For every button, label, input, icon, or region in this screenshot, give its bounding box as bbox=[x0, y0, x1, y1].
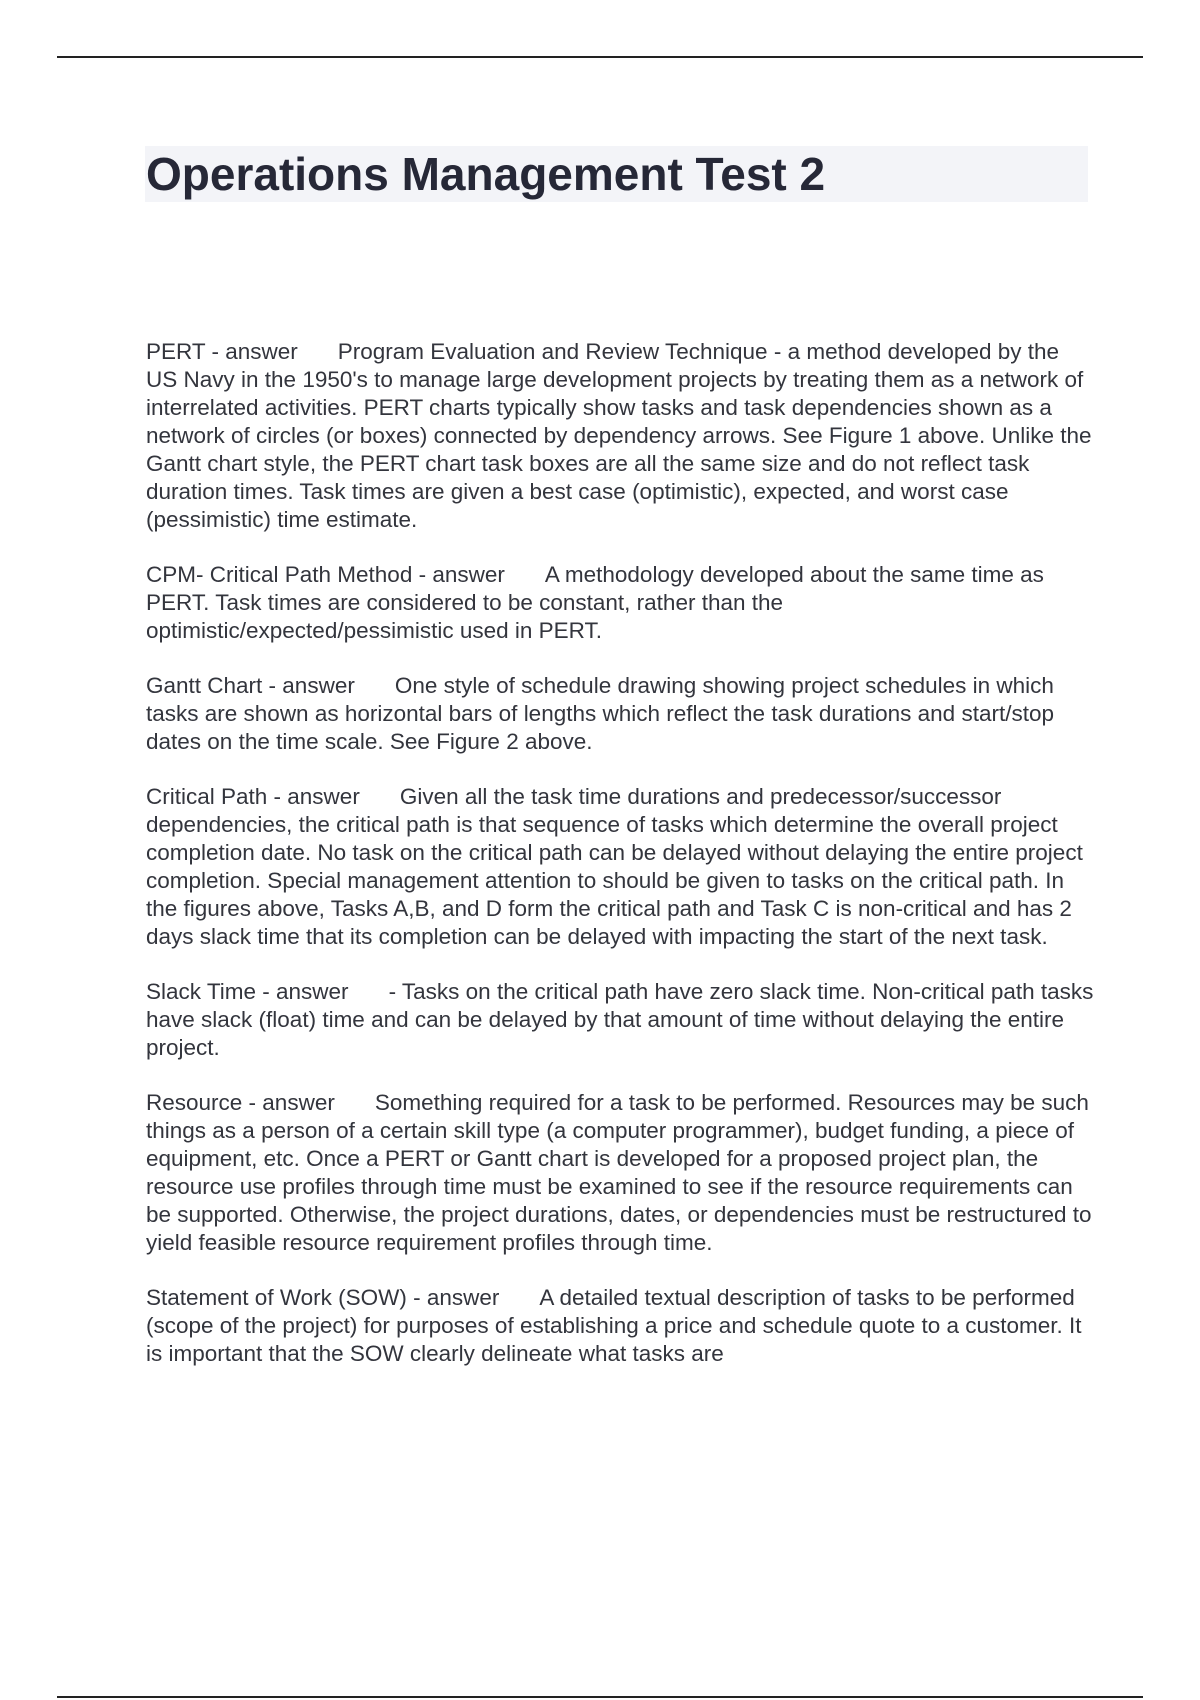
entry-term: Resource - answer bbox=[146, 1090, 335, 1115]
bottom-rule bbox=[57, 1696, 1143, 1698]
entry-definition: - Tasks on the critical path have zero slack time. Non-critical path tasks have slack (float) time and can be delayed by that amount of time without delaying the entire project. bbox=[146, 979, 1094, 1060]
entry-definition: A methodology developed about the same time as PERT. Task times are considered to be constant, rather than the optimistic/expected/pessimistic used in PERT. bbox=[146, 562, 1044, 643]
entry-definition: Something required for a task to be performed. Resources may be such things as a person of a certain skill type (a computer programmer), budget funding, a piece of equipment, etc. Once a PERT or Gantt chart is developed for a proposed project plan, the resource use profiles through time must be examined to see if the resource requirements can be supported. Otherwise, the project durations, dates, or dependencies must be restructured to yield feasible resource requirement profiles through time. bbox=[146, 1090, 1092, 1255]
flashcard-entry bbox=[146, 783, 1096, 951]
entry-term: Statement of Work (SOW) - answer bbox=[146, 1285, 500, 1310]
flashcard-entry bbox=[146, 978, 1096, 1062]
flashcard-list bbox=[146, 338, 1096, 1395]
entry-term: PERT - answer bbox=[146, 339, 298, 364]
flashcard-entry bbox=[146, 1284, 1096, 1368]
entry-definition: Program Evaluation and Review Technique - a method developed by the US Navy in the 1950's to manage large development projects by treating them as a network of interrelated activities. PERT charts typically show tasks and task dependencies shown as a network of circles (or boxes) connected by dependency arrows. See Figure 1 above. Unlike the Gantt chart style, the PERT chart task boxes are all the same size and do not reflect task duration times. Task times are given a best case (optimistic), expected, and worst case (pessimistic) time estimate. bbox=[146, 339, 1092, 532]
flashcard-entry bbox=[146, 1089, 1096, 1257]
flashcard-entry bbox=[146, 672, 1096, 756]
flashcard-entry bbox=[146, 561, 1096, 645]
entry-term: CPM- Critical Path Method - answer bbox=[146, 562, 505, 587]
flashcard-entry bbox=[146, 338, 1096, 534]
entry-definition: One style of schedule drawing showing project schedules in which tasks are shown as horizontal bars of lengths which reflect the task durations and start/stop dates on the time scale. See Figure 2 above. bbox=[146, 673, 1054, 754]
entry-definition: Given all the task time durations and predecessor/successor dependencies, the critical path is that sequence of tasks which determine the overall project completion date. No task on the critical path can be delayed without delaying the entire project completion. Special management attention to should be given to tasks on the critical path. In the figures above, Tasks A,B, and D form the critical path and Task C is non-critical and has 2 days slack time that its completion can be delayed with impacting the start of the next task. bbox=[146, 784, 1083, 949]
entry-term: Critical Path - answer bbox=[146, 784, 360, 809]
top-rule bbox=[57, 56, 1143, 58]
entry-term: Slack Time - answer bbox=[146, 979, 349, 1004]
entry-definition: A detailed textual description of tasks to be performed (scope of the project) for purposes of establishing a price and schedule quote to a customer. It is important that the SOW clearly delineate what tasks are bbox=[146, 1285, 1082, 1366]
page-title: Operations Management Test 2 bbox=[146, 148, 826, 200]
entry-term: Gantt Chart - answer bbox=[146, 673, 355, 698]
